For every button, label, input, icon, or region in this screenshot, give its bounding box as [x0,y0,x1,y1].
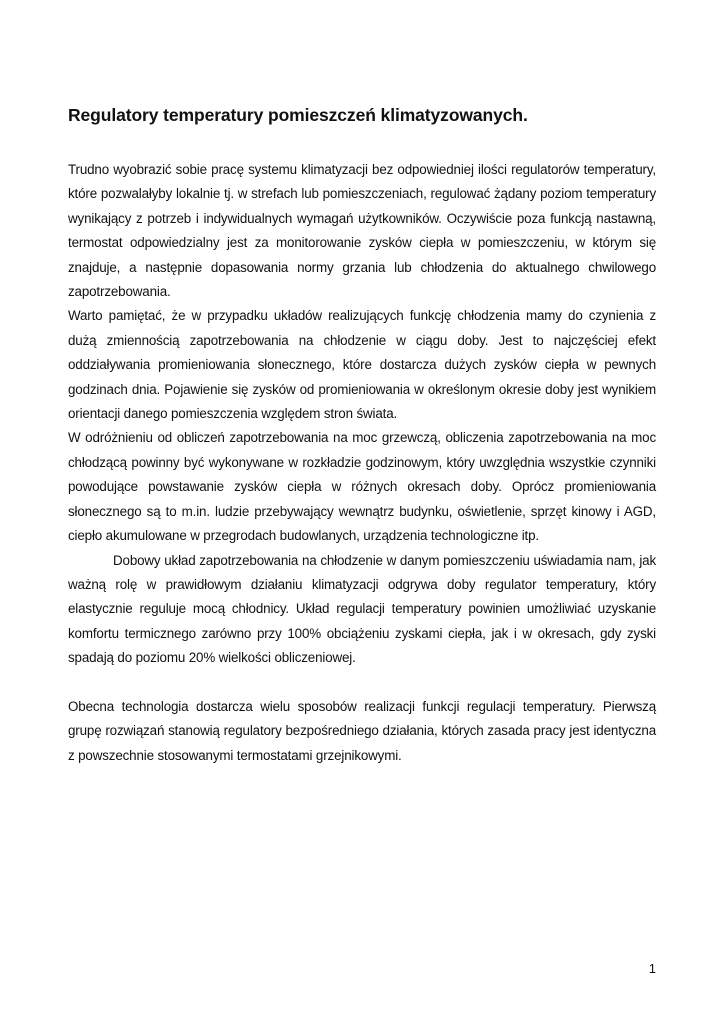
paragraph-daily-demand: Dobowy układ zapotrzebowania na chłodzenie w danym pomieszczeniu uświadamia nam, jak ważną rolę w prawidłowym działaniu klimatyzacji odgrywa doby regulator temperatury, który elastycznie reguluje mocą chłodnicy. Układ regulacji temperatury powinien umożliwiać uzyskanie komfortu termicznego zarówno przy 100% obciążeniu zyskami ciepła, jak i w okresach, gdy zyski spadają do poziomu 20% wielkości obliczeniowej. [68,552,656,666]
paragraph-intro: Trudno wyobrazić sobie pracę systemu klimatyzacji bez odpowiedniej ilości regulatorów temperatury, które pozwalałyby lokalnie tj. w strefach lub pomieszczeniach, regulować żądany poziom temperatury wynikający z potrzeb i indywidualnych wymagań użytkowników. Oczywiście poza funkcją nastawną, termostat odpowiedzialny jest za monitorowanie zysków ciepła w pomieszczeniu, w którym się znajduje, a następnie dopasowania normy grzania lub chłodzenia do aktualnego chwilowego zapotrzebowania. [68,162,656,300]
page-title: Regulatory temperatury pomieszczeń klimatyzowanych. [68,105,528,125]
paragraph-cooling-variability: Warto pamiętać, że w przypadku układów realizujących funkcję chłodzenia mamy do czynienia z dużą zmiennością zapotrzebowania na chłodzenie w ciągu doby. Jest to najczęściej efekt oddziaływania promieniowania słonecznego, które dostarcza dużych zysków ciepła w pewnych godzinach dnia. Pojawienie się zysków od promieniowania w określonym okresie doby jest wynikiem orientacji danego pomieszczenia względem stron świata. [68,308,656,422]
paragraph-cooling-calculation: W odróżnieniu od obliczeń zapotrzebowania na moc grzewczą, obliczenia zapotrzebowania na moc chłodzącą powinny być wykonywane w rozkładzie godzinowym, który uwzględnia wszystkie czynniki powodujące powstawanie zysków ciepła w różnych okresach doby. Oprócz promieniowania słonecznego są to m.in. ludzie przebywający wewnątrz budynku, oświetlenie, sprzęt kinowy i AGD, ciepło akumulowane w przegrodach budowlanych, urządzenia technologiczne itp. [68,430,656,544]
paragraph-technology: Obecna technologia dostarcza wielu sposobów realizacji funkcji regulacji temperatury. Pierwszą grupę rozwiązań stanowią regulatory bezpośredniego działania, których zasada pracy jest identyczna z powszechnie stosowanymi termostatami grzejnikowymi. [68,698,656,763]
page-number: 1 [648,961,656,976]
document-body [68,158,656,768]
paragraph-gap [68,671,656,695]
